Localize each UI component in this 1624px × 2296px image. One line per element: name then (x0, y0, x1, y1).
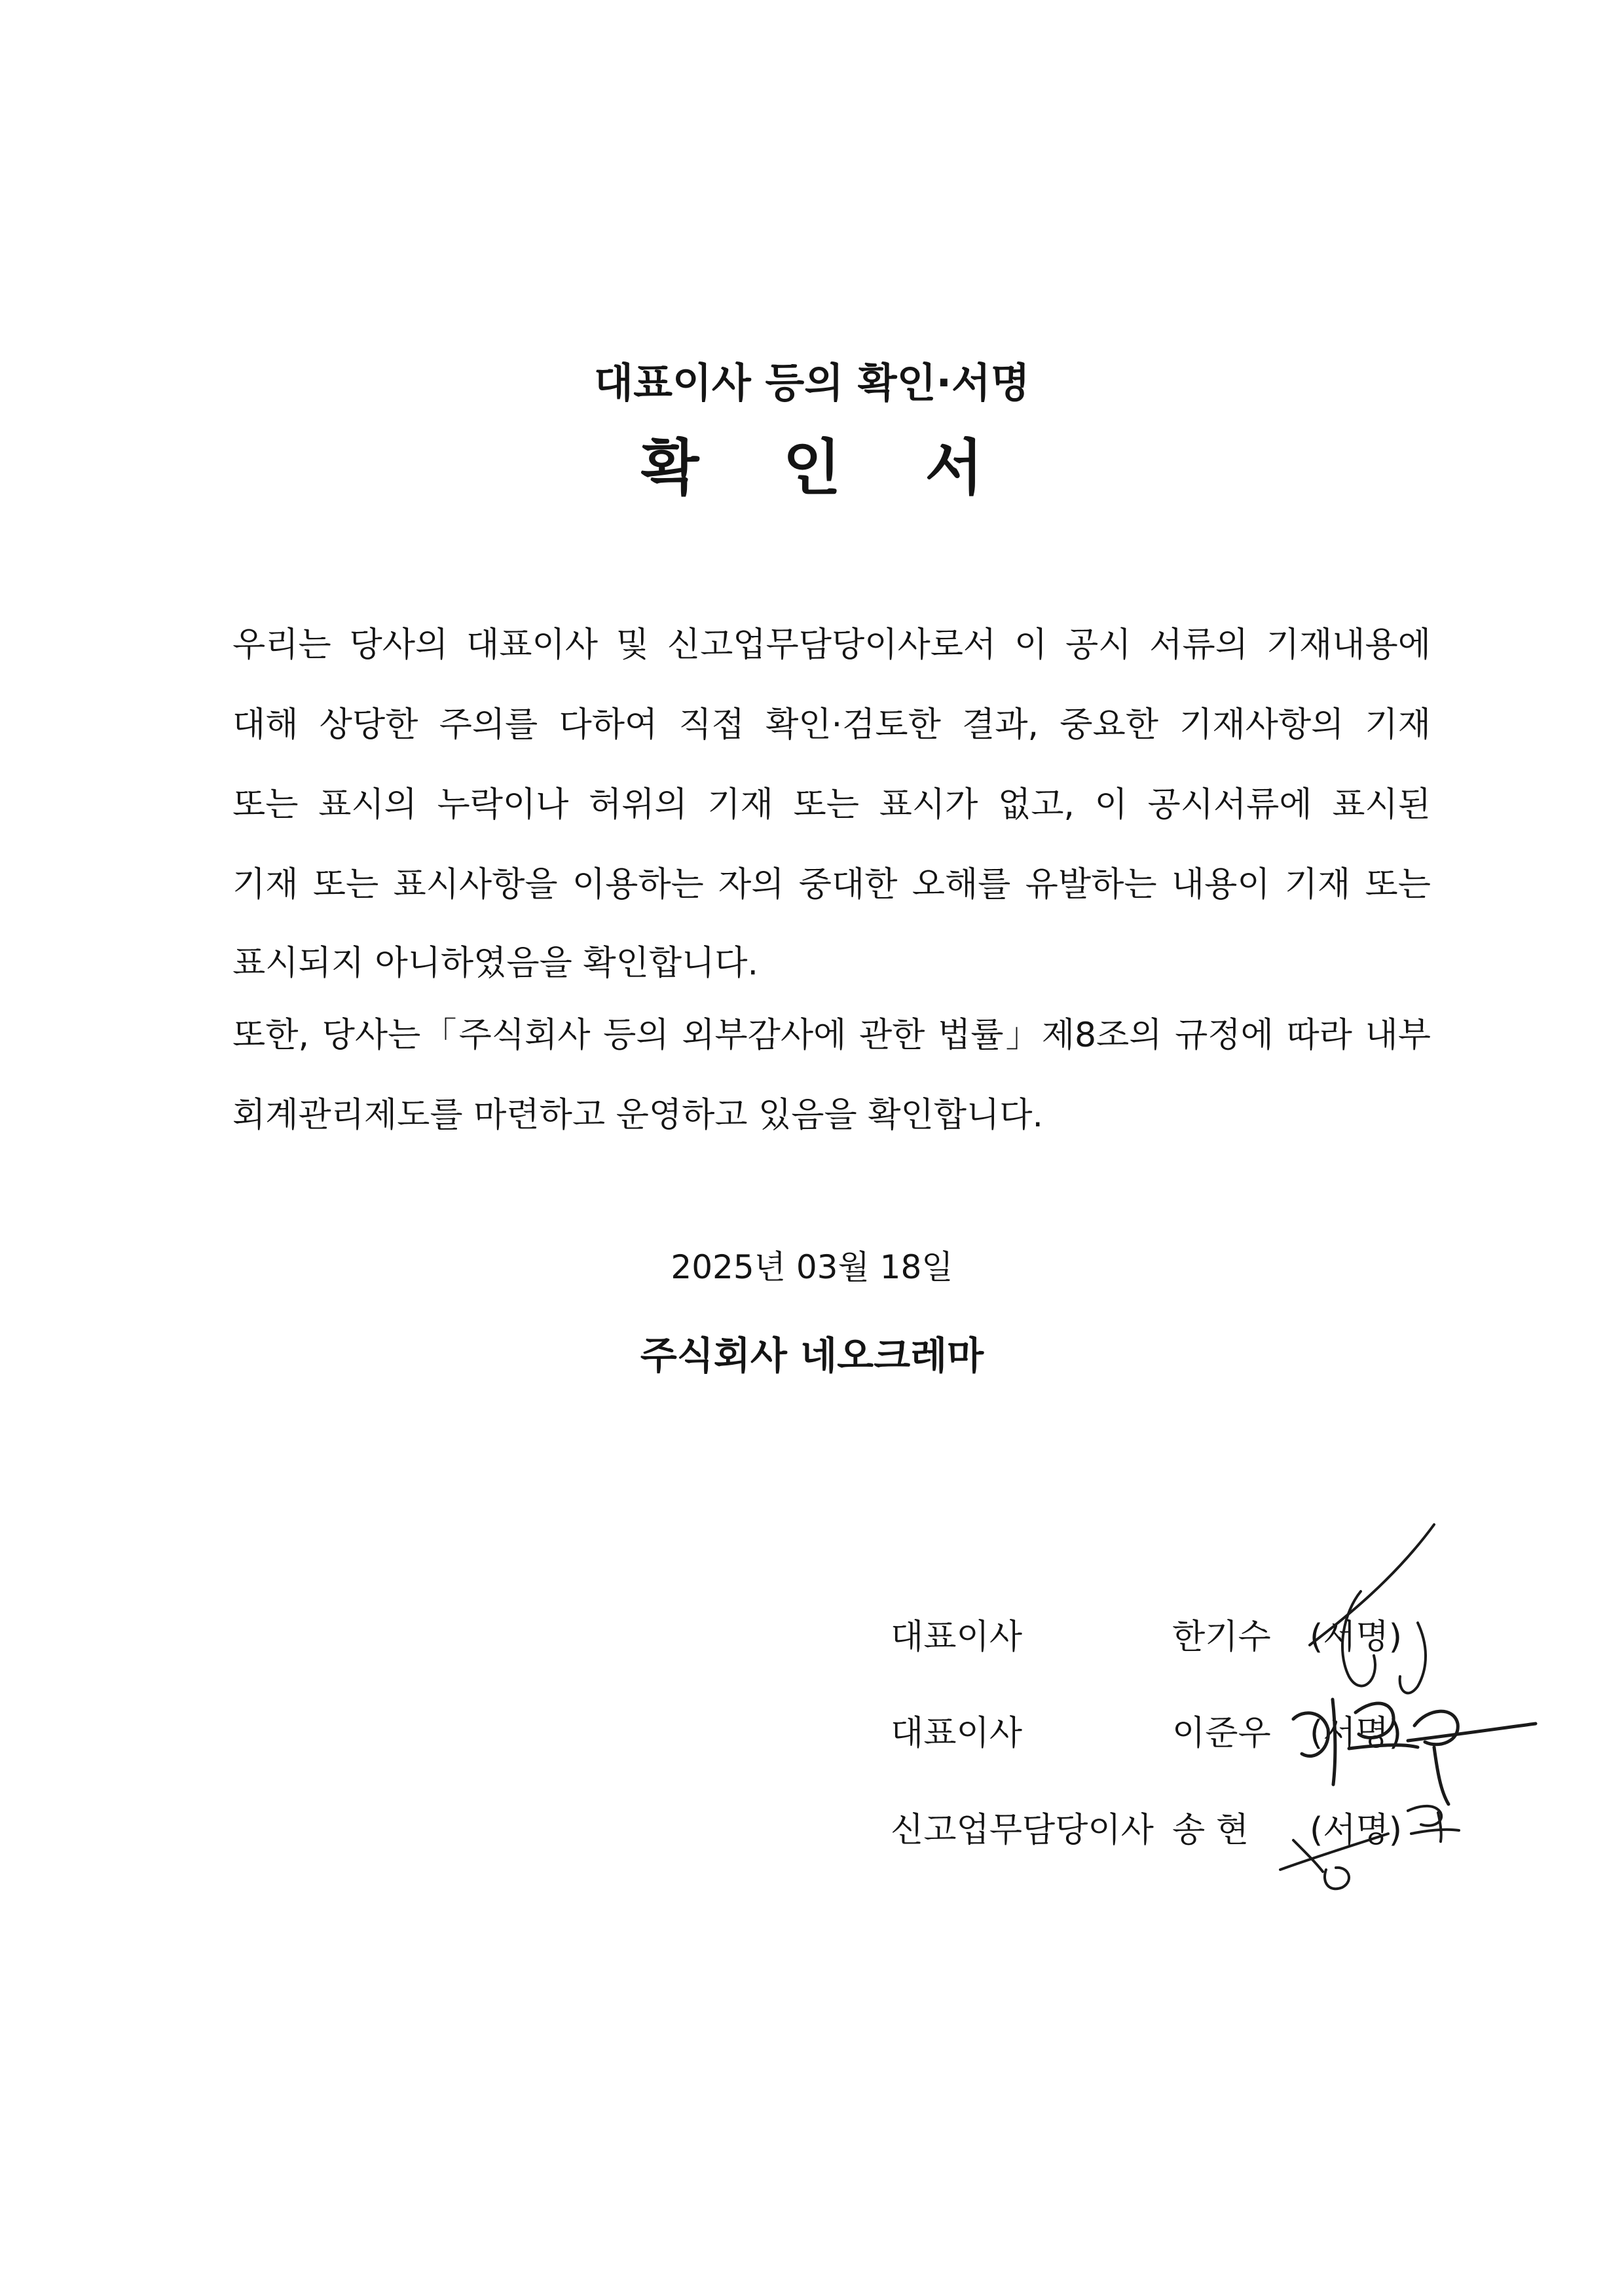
body-line-4: 기재 또는 표시사항을 이용하는 자의 중대한 오해를 유발하는 내용이 기재 또는 (232, 865, 1431, 904)
body-line-5: 표시되지 아니하였음을 확인합니다. (232, 944, 759, 983)
body-line-1: 우리는 당사의 대표이사 및 신고업무담당이사로서 이 공시 서류의 기재내용에 (232, 625, 1431, 665)
company-name: 주식회사 네오크레마 (640, 1333, 984, 1378)
body-line-2: 대해 상당한 주의를 다하여 직접 확인·검토한 결과, 중요한 기재사항의 기재 (232, 705, 1431, 745)
header-title: 대표이사 등의 확인·서명 (594, 359, 1030, 407)
signer-3-name: 송 현 (1172, 1811, 1249, 1850)
body-line-3: 또는 표시의 누락이나 허위의 기재 또는 표시가 없고, 이 공시서류에 표시된 (232, 785, 1431, 824)
signer-1-mark: (서명) (1310, 1618, 1403, 1657)
signature-1-handwriting (1310, 1525, 1434, 1693)
signer-1-role: 대표이사 (891, 1618, 1022, 1657)
document-date: 2025년 03월 18일 (671, 1248, 953, 1286)
body-line-7: 회계관리제도를 마련하고 운영하고 있음을 확인합니다. (232, 1096, 1043, 1135)
signer-2-mark: (서명) (1310, 1714, 1403, 1753)
signer-2-name: 이준우 (1172, 1714, 1271, 1753)
signer-3-role: 신고업무담당이사 (891, 1811, 1154, 1850)
body-line-6: 또한, 당사는「주식회사 등의 외부감사에 관한 법률」제8조의 규정에 따라 내부 (232, 1016, 1431, 1055)
signer-3-mark: (서명) (1310, 1811, 1403, 1850)
document-title: 확 인 서 (640, 433, 1015, 503)
signer-2-role: 대표이사 (891, 1714, 1022, 1753)
signer-1-name: 한기수 (1172, 1618, 1271, 1657)
